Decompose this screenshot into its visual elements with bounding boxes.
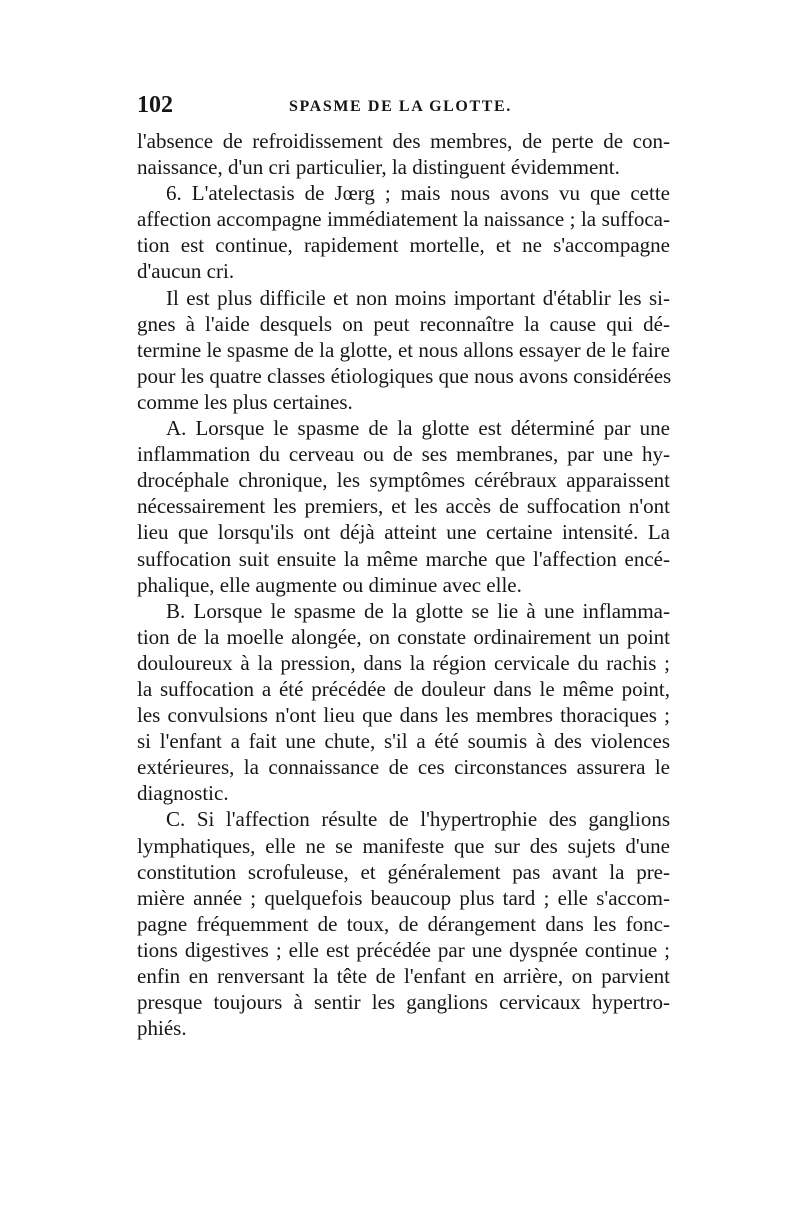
text-line: A. Lorsque le spasme de la glotte est déterminé par une (166, 416, 670, 441)
text-line: gnes à l'aide desquels on peut reconnaître la cause qui dé- (137, 311, 670, 336)
text-line: enfin en renversant la tête de l'enfant en arrière, on parvient (137, 964, 670, 988)
text-line: constitution scrofuleuse, et généralement pas avant la pre- (137, 859, 670, 884)
text-line: Il est plus difficile et non moins important d'établir les si- (166, 285, 670, 310)
text-line: presque toujours à sentir les ganglions cervicaux hypertro- (137, 990, 670, 1015)
text-line: C. Si l'affection résulte de l'hypertrophie des ganglions (166, 807, 670, 832)
page-header (137, 92, 670, 126)
text-line: pagne fréquemment de toux, de dérangement dans les fonc- (137, 911, 670, 936)
text-line: tion est continue, rapidement mortelle, et ne s'accompagne (137, 233, 670, 258)
running-title: SPASME DE LA GLOTTE. (289, 98, 512, 115)
text-line: tion de la moelle alongée, on constate ordinairement un point (137, 624, 670, 649)
text-line: si l'enfant a fait une chute, s'il a été soumis à des violences (137, 729, 670, 754)
text-line: les convulsions n'ont lieu que dans les membres thoraciques ; (137, 703, 670, 728)
text-line: pour les quatre classes étiologiques que nous avons considérées (137, 363, 672, 388)
text-line: diagnostic. (137, 781, 229, 806)
text-line: nécessairement les premiers, et les accès de suffocation n'ont (137, 494, 670, 519)
text-line: termine le spasme de la glotte, et nous allons essayer de le faire (137, 337, 670, 362)
text-line: mière année ; quelquefois beaucoup plus tard ; elle s'accom- (137, 885, 670, 910)
text-line: comme les plus certaines. (137, 389, 353, 414)
text-line: naissance, d'un cri particulier, la distinguent évidemment. (137, 155, 620, 180)
text-line: affection accompagne immédiatement la naissance ; la suffoca- (137, 207, 670, 232)
text-line: l'absence de refroidissement des membres, de perte de con- (137, 129, 670, 153)
text-line: d'aucun cri. (137, 259, 235, 284)
text-line: 6. L'atelectasis de Jœrg ; mais nous avons vu que cette (166, 181, 670, 206)
text-line: tions digestives ; elle est précédée par une dyspnée continue ; (137, 937, 670, 962)
text-line: inflammation du cerveau ou de ses membranes, par une hy- (137, 442, 670, 467)
body-text (137, 128, 670, 1041)
text-line: la suffocation a été précédée de douleur dans le même point, (137, 676, 670, 701)
text-line: douloureux à la pression, dans la région cervicale du rachis ; (137, 650, 670, 675)
text-line: phalique, elle augmente ou diminue avec elle. (137, 572, 522, 597)
text-line: drocéphale chronique, les symptômes cérébraux apparaissent (137, 468, 670, 493)
page-number: 102 (137, 92, 173, 118)
text-line: lieu que lorsqu'ils ont déjà atteint une certaine intensité. La (137, 520, 670, 545)
text-line: suffocation suit ensuite la même marche que l'affection encé- (137, 546, 670, 571)
text-line: phiés. (137, 1016, 187, 1041)
text-line: extérieures, la connaissance de ces circonstances assurera le (137, 755, 670, 780)
text-line: lymphatiques, elle ne se manifeste que sur des sujets d'une (137, 833, 670, 858)
text-line: B. Lorsque le spasme de la glotte se lie à une inflamma- (166, 598, 670, 623)
